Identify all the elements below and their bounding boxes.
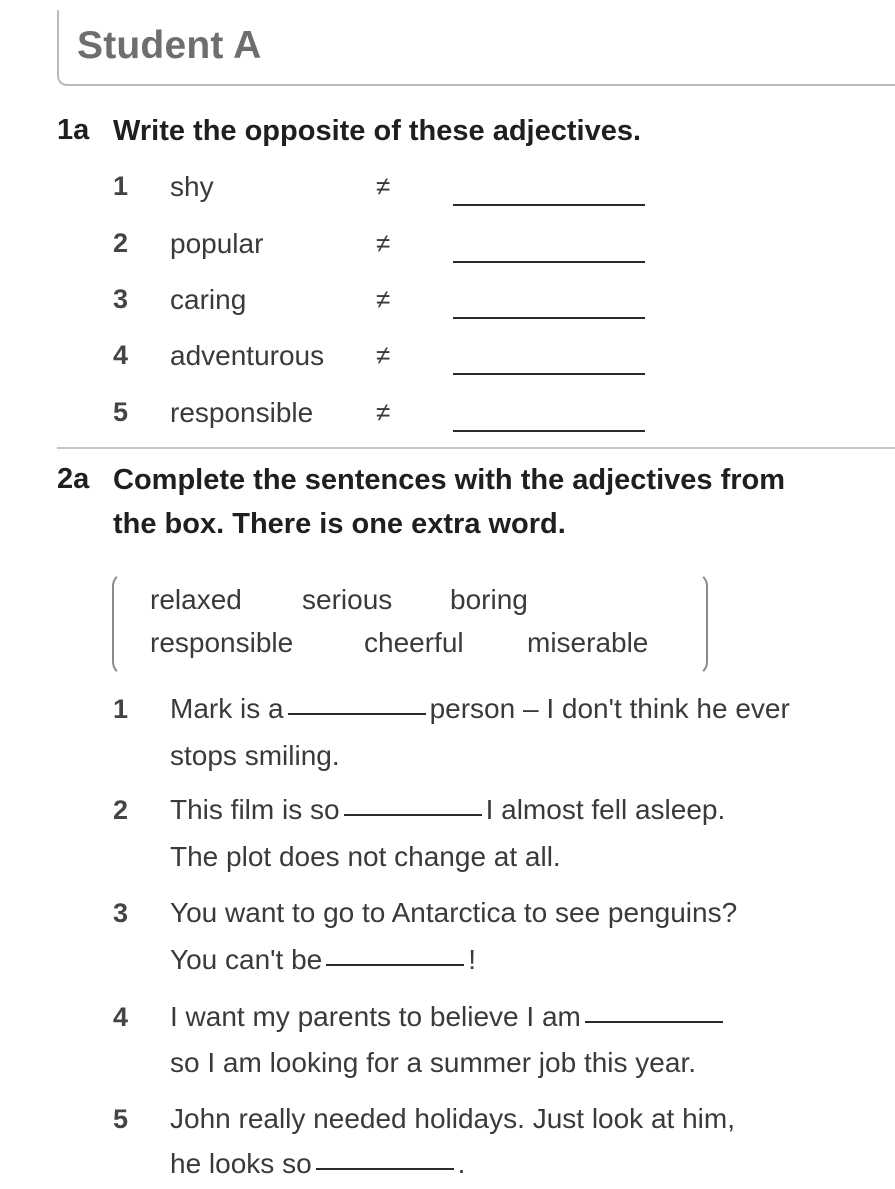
sentence-text: . — [457, 1148, 466, 1179]
sentence-blank[interactable] — [326, 963, 464, 966]
adjective-row — [0, 340, 895, 380]
answer-blank[interactable] — [453, 204, 645, 206]
item-number: 5 — [113, 397, 129, 427]
sentence-text: I want my parents to believe I am — [170, 1001, 581, 1032]
sentence-line — [170, 1001, 727, 1033]
item-number: 4 — [113, 340, 129, 370]
sentence-number: 3 — [113, 898, 129, 928]
student-header — [57, 10, 895, 86]
answer-blank[interactable] — [453, 430, 645, 432]
sentence-line: stops smiling. — [170, 740, 340, 771]
not-equal-symbol: ≠ — [376, 340, 391, 370]
adjective-word: popular — [170, 228, 264, 259]
sentence-text: he looks so — [170, 1148, 312, 1179]
sentence-line — [170, 693, 790, 725]
sentence-text: person – I don't think he ever — [429, 693, 790, 724]
sentence-line — [170, 1148, 465, 1180]
answer-blank[interactable] — [453, 373, 645, 375]
sentence-blank[interactable] — [288, 712, 426, 715]
sentence-blank[interactable] — [344, 813, 482, 816]
adjective-word: shy — [170, 171, 214, 202]
sentence-blank[interactable] — [585, 1020, 723, 1023]
sentence-blank[interactable] — [316, 1167, 454, 1170]
sentence-text: Mark is a — [170, 693, 284, 724]
student-title: Student A — [77, 24, 262, 67]
sentence-text: I almost fell asleep. — [485, 794, 726, 825]
box-word: miserable — [527, 627, 649, 658]
not-equal-symbol: ≠ — [376, 284, 391, 314]
box-word: boring — [450, 584, 528, 615]
sentence-text: This film is so — [170, 794, 340, 825]
sentence-line — [170, 794, 725, 826]
answer-blank[interactable] — [453, 261, 645, 263]
box-word: responsible — [150, 627, 294, 658]
item-number: 3 — [113, 284, 129, 314]
adjective-word: adventurous — [170, 340, 325, 371]
exercise-1a-number: 1a — [57, 114, 90, 146]
sentence-number: 2 — [113, 795, 129, 825]
word-box-right-bracket — [692, 572, 708, 676]
sentence-line: so I am looking for a summer job this year. — [170, 1047, 696, 1078]
adjective-row — [0, 284, 895, 324]
exercise-2a-instruction-line2: the box. There is one extra word. — [113, 508, 566, 540]
exercise-2a-number: 2a — [57, 463, 90, 495]
sentence-text: You can't be — [170, 944, 323, 975]
sentence-number: 1 — [113, 694, 129, 724]
sentence-line — [170, 944, 476, 976]
item-number: 1 — [113, 171, 129, 201]
adjective-word: responsible — [170, 397, 314, 428]
sentence-line: John really needed holidays. Just look at him, — [170, 1103, 735, 1134]
section-divider — [57, 447, 895, 449]
adjective-row — [0, 171, 895, 211]
not-equal-symbol: ≠ — [376, 397, 391, 427]
box-word: relaxed — [150, 584, 242, 615]
not-equal-symbol: ≠ — [376, 228, 391, 258]
word-box-left-bracket — [112, 572, 128, 676]
not-equal-symbol: ≠ — [376, 171, 391, 201]
box-word: serious — [302, 584, 393, 615]
sentence-line: You want to go to Antarctica to see penguins? — [170, 897, 738, 928]
sentence-line: The plot does not change at all. — [170, 841, 561, 872]
sentence-text: ! — [468, 944, 477, 975]
adjective-row — [0, 228, 895, 268]
answer-blank[interactable] — [453, 317, 645, 319]
adjective-row — [0, 397, 895, 437]
adjective-word: caring — [170, 284, 247, 315]
item-number: 2 — [113, 228, 129, 258]
word-box — [112, 572, 708, 676]
sentence-number: 4 — [113, 1002, 129, 1032]
sentence-number: 5 — [113, 1104, 129, 1134]
exercise-1a-instruction: Write the opposite of these adjectives. — [113, 115, 642, 147]
box-word: cheerful — [364, 627, 464, 658]
exercise-2a-instruction-line1: Complete the sentences with the adjectives from — [113, 464, 786, 496]
